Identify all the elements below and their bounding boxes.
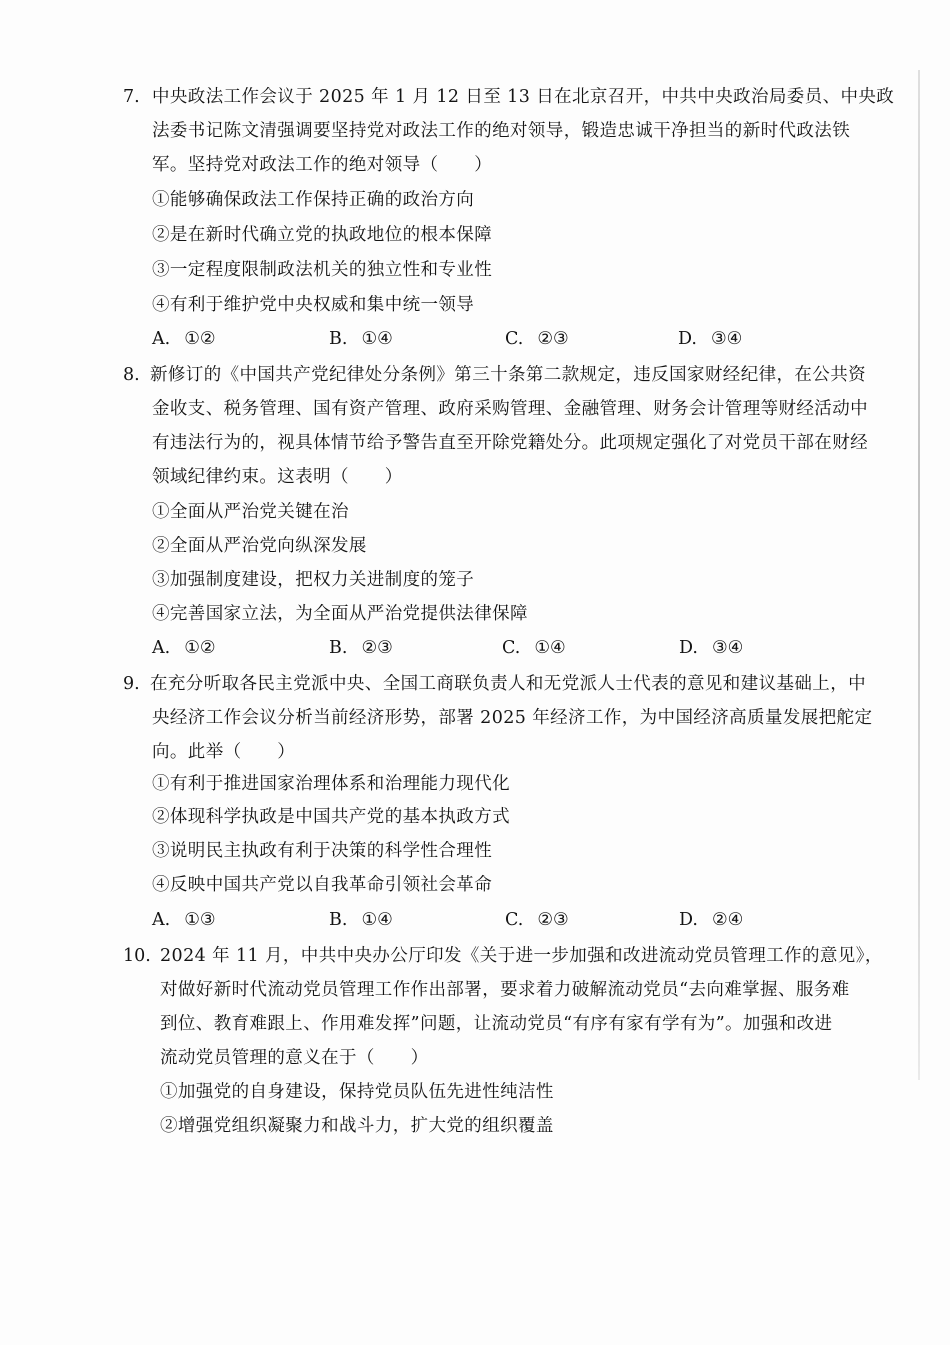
option-text: ①④ — [361, 329, 393, 349]
option-letter: A. — [152, 638, 171, 658]
option-text: ③④ — [711, 638, 744, 658]
statement: ①有利于推进国家治理体系和治理能力现代化 — [152, 774, 510, 794]
question-stem-line: 中央政法工作会议于 2025 年 1 月 12 日至 13 日在北京召开，中共中央政治局委员、中央政 — [152, 87, 895, 107]
option-text: ①③ — [184, 910, 216, 930]
option-letter: A. — [152, 329, 171, 349]
option-letter: C. — [505, 910, 524, 930]
option-b[interactable] — [329, 909, 393, 931]
question-number: 10. — [123, 946, 151, 966]
option-a[interactable] — [152, 328, 216, 350]
statement: ②是在新时代确立党的执政地位的根本保障 — [152, 225, 493, 245]
option-letter: A. — [152, 910, 171, 930]
statement: ③一定程度限制政法机关的独立性和专业性 — [152, 260, 493, 280]
statement: ③加强制度建设，把权力关进制度的笼子 — [152, 570, 475, 590]
question-stem-line: 2024 年 11 月，中共中央办公厅印发《关于进一步加强和改进流动党员管理工作的意见》， — [160, 946, 883, 966]
option-b[interactable] — [329, 328, 393, 350]
question-stem-line: 在充分听取各民主党派中央、全国工商联负责人和无党派人士代表的意见和建议基础上，中 — [150, 674, 866, 694]
option-letter: B. — [329, 638, 348, 658]
option-text: ①② — [184, 329, 216, 349]
question-stem-line: 军。坚持党对政法工作的绝对领导（ ） — [152, 155, 493, 175]
question-number: 9. — [123, 674, 140, 694]
option-letter: B. — [329, 329, 348, 349]
option-letter: D. — [679, 910, 698, 930]
question-number: 8. — [123, 365, 140, 385]
option-text: ①② — [184, 638, 216, 658]
option-letter: B. — [329, 910, 348, 930]
option-c[interactable] — [505, 328, 569, 350]
question-stem-line: 向。此举（ ） — [152, 742, 296, 762]
statement: ②全面从严治党向纵深发展 — [152, 536, 367, 556]
option-d[interactable] — [679, 637, 743, 659]
option-c[interactable] — [502, 637, 566, 659]
option-text: ③④ — [710, 329, 743, 349]
option-text: ①④ — [361, 910, 393, 930]
question-stem-line: 法委书记陈文清强调要坚持党对政法工作的绝对领导，锻造忠诚干净担当的新时代政法铁 — [152, 121, 851, 141]
option-a[interactable] — [152, 909, 216, 931]
question-stem-line: 到位、教育难跟上、作用难发挥”问题，让流动党员“有序有家有学有为”。加强和改进 — [160, 1014, 833, 1034]
statement: ④有利于维护党中央权威和集中统一领导 — [152, 295, 475, 315]
option-letter: C. — [505, 329, 524, 349]
statement: ③说明民主执政有利于决策的科学性合理性 — [152, 841, 493, 861]
statement: ①能够确保政法工作保持正确的政治方向 — [152, 190, 475, 210]
question-stem-line: 领域纪律约束。这表明（ ） — [152, 467, 403, 487]
option-text: ②③ — [537, 329, 569, 349]
statement: ②体现科学执政是中国共产党的基本执政方式 — [152, 807, 510, 827]
option-text: ②③ — [537, 910, 569, 930]
option-text: ②③ — [361, 638, 393, 658]
statement: ④完善国家立法，为全面从严治党提供法律保障 — [152, 604, 528, 624]
statement: ④反映中国共产党以自我革命引领社会革命 — [152, 875, 493, 895]
scan-edge — [918, 70, 920, 1080]
question-number: 7. — [123, 87, 140, 107]
option-letter: C. — [502, 638, 521, 658]
statement: ②增强党组织凝聚力和战斗力，扩大党的组织覆盖 — [160, 1116, 554, 1136]
statement: ①全面从严治党关键在治 — [152, 502, 349, 522]
question-stem-line: 央经济工作会议分析当前经济形势，部署 2025 年经济工作，为中国经济高质量发展把舵定 — [152, 708, 873, 728]
question-stem-line: 金收支、税务管理、国有资产管理、政府采购管理、金融管理、财务会计管理等财经活动中 — [152, 399, 868, 419]
question-stem-line: 新修订的《中国共产党纪律处分条例》第三十条第二款规定，违反国家财经纪律，在公共资 — [150, 365, 866, 385]
option-d[interactable] — [679, 909, 743, 931]
option-letter: D. — [678, 329, 697, 349]
question-stem-line: 流动党员管理的意义在于（ ） — [160, 1048, 429, 1068]
option-text: ①④ — [534, 638, 566, 658]
option-d[interactable] — [678, 328, 742, 350]
question-stem-line: 对做好新时代流动党员管理工作作出部署，要求着力破解流动党员“去向难掌握、服务难 — [160, 980, 850, 1000]
statement: ①加强党的自身建设，保持党员队伍先进性纯洁性 — [160, 1082, 554, 1102]
option-text: ②④ — [711, 910, 744, 930]
option-a[interactable] — [152, 637, 216, 659]
option-b[interactable] — [329, 637, 393, 659]
question-stem-line: 有违法行为的，视具体情节给予警告直至开除党籍处分。此项规定强化了对党员干部在财经 — [152, 433, 868, 453]
option-letter: D. — [679, 638, 698, 658]
option-c[interactable] — [505, 909, 569, 931]
